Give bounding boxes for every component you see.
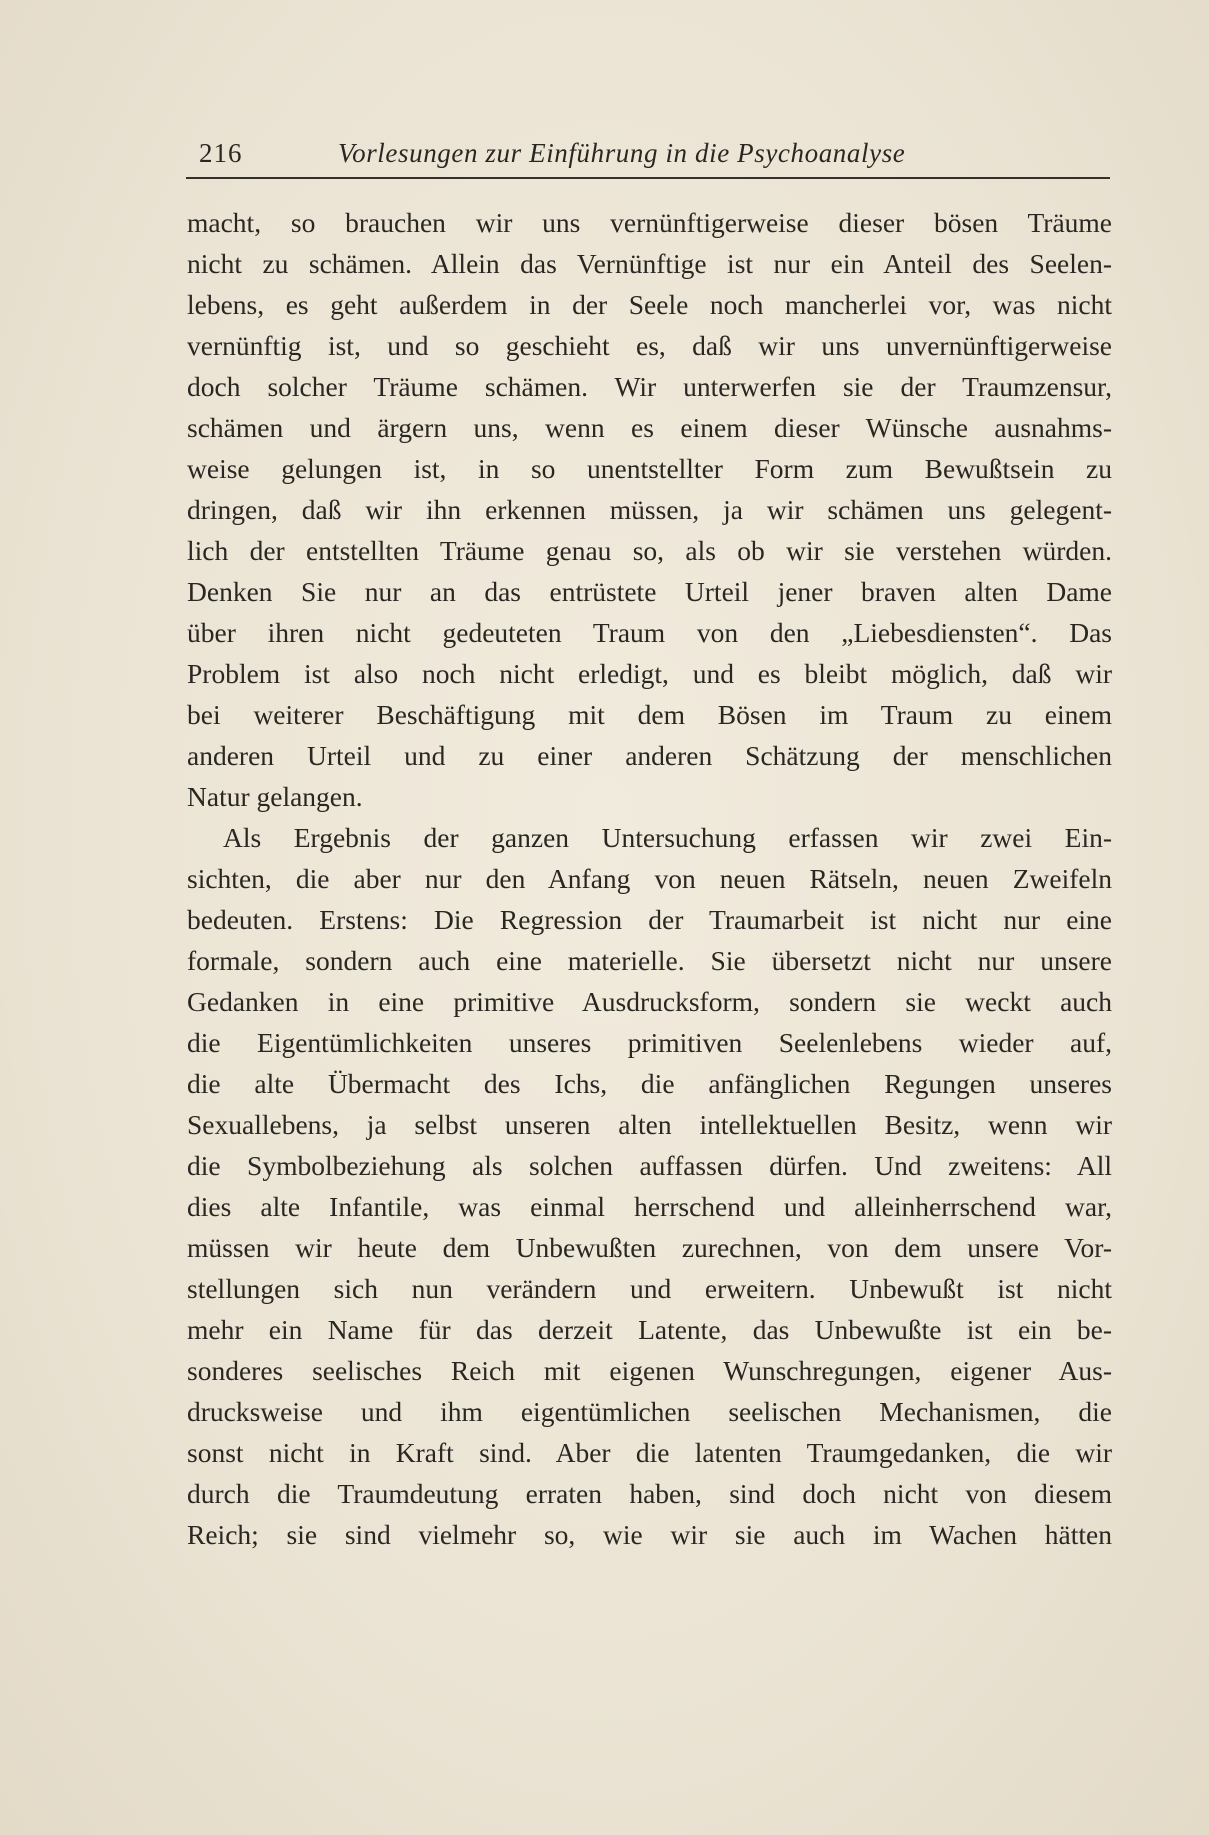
text-line: nicht zu schämen. Allein das Vernünftige ist nur ein Anteil des Seelen- — [187, 248, 1112, 279]
paragraph — [187, 817, 1112, 1555]
text-line: Sexuallebens, ja selbst unseren alten intellektuellen Besitz, wenn wir — [187, 1109, 1112, 1140]
text-line: Gedanken in eine primitive Ausdrucksform, sondern sie weckt auch — [187, 986, 1112, 1017]
text-line: Als Ergebnis der ganzen Untersuchung erfassen wir zwei Ein- — [223, 822, 1112, 853]
text-line: Denken Sie nur an das entrüstete Urteil jener braven alten Dame — [187, 576, 1112, 607]
text-line: sonst nicht in Kraft sind. Aber die latenten Traumgedanken, die wir — [187, 1437, 1112, 1468]
text-line: die Eigentümlichkeiten unseres primitiven Seelenlebens wieder auf, — [187, 1027, 1112, 1058]
body-text — [187, 202, 1112, 1555]
text-line: über ihren nicht gedeuteten Traum von den „Liebesdiensten“. Das — [187, 617, 1112, 648]
text-line: drucksweise und ihm eigentümlichen seelischen Mechanismen, die — [187, 1396, 1112, 1427]
text-line: sichten, die aber nur den Anfang von neuen Rätseln, neuen Zweifeln — [187, 863, 1112, 894]
text-line: schämen und ärgern uns, wenn es einem dieser Wünsche ausnahms- — [187, 412, 1112, 443]
text-line: Reich; sie sind vielmehr so, wie wir sie auch im Wachen hätten — [187, 1519, 1112, 1550]
text-line: lich der entstellten Träume genau so, als ob wir sie verstehen würden. — [187, 535, 1112, 566]
paragraph — [187, 202, 1112, 817]
text-line: formale, sondern auch eine materielle. Sie übersetzt nicht nur unsere — [187, 945, 1112, 976]
page-header — [186, 136, 1110, 176]
text-line: lebens, es geht außerdem in der Seele noch mancherlei vor, was nicht — [187, 289, 1112, 320]
text-line: bei weiterer Beschäftigung mit dem Bösen im Traum zu einem — [187, 699, 1112, 730]
text-line: durch die Traumdeutung erraten haben, sind doch nicht von diesem — [187, 1478, 1112, 1509]
header-rule — [186, 177, 1110, 179]
text-line: die Symbolbeziehung als solchen auffassen dürfen. Und zweitens: All — [187, 1150, 1112, 1181]
text-line: mehr ein Name für das derzeit Latente, das Unbewußte ist ein be- — [187, 1314, 1112, 1345]
running-title: Vorlesungen zur Einführung in die Psychoanalyse — [338, 138, 906, 168]
text-line: sonderes seelisches Reich mit eigenen Wunschregungen, eigener Aus- — [187, 1355, 1112, 1386]
text-line: doch solcher Träume schämen. Wir unterwerfen sie der Traumzensur, — [187, 371, 1112, 402]
text-line: macht, so brauchen wir uns vernünftigerweise dieser bösen Träume — [187, 207, 1112, 238]
text-line: bedeuten. Erstens: Die Regression der Traumarbeit ist nicht nur eine — [187, 904, 1112, 935]
text-line: stellungen sich nun verändern und erweitern. Unbewußt ist nicht — [187, 1273, 1112, 1304]
text-line: Natur gelangen. — [187, 781, 363, 812]
page-number: 216 — [199, 138, 243, 168]
text-line: dies alte Infantile, was einmal herrschend und alleinherrschend war, — [187, 1191, 1112, 1222]
text-line: anderen Urteil und zu einer anderen Schätzung der menschlichen — [187, 740, 1112, 771]
text-line: Problem ist also noch nicht erledigt, und es bleibt möglich, daß wir — [187, 658, 1112, 689]
text-line: vernünftig ist, und so geschieht es, daß wir uns unvernünftigerweise — [187, 330, 1112, 361]
text-line: dringen, daß wir ihn erkennen müssen, ja wir schämen uns gelegent- — [187, 494, 1112, 525]
text-line: die alte Übermacht des Ichs, die anfänglichen Regungen unseres — [187, 1068, 1112, 1099]
text-line: weise gelungen ist, in so unentstellter Form zum Bewußtsein zu — [187, 453, 1112, 484]
text-line: müssen wir heute dem Unbewußten zurechnen, von dem unsere Vor- — [187, 1232, 1112, 1263]
